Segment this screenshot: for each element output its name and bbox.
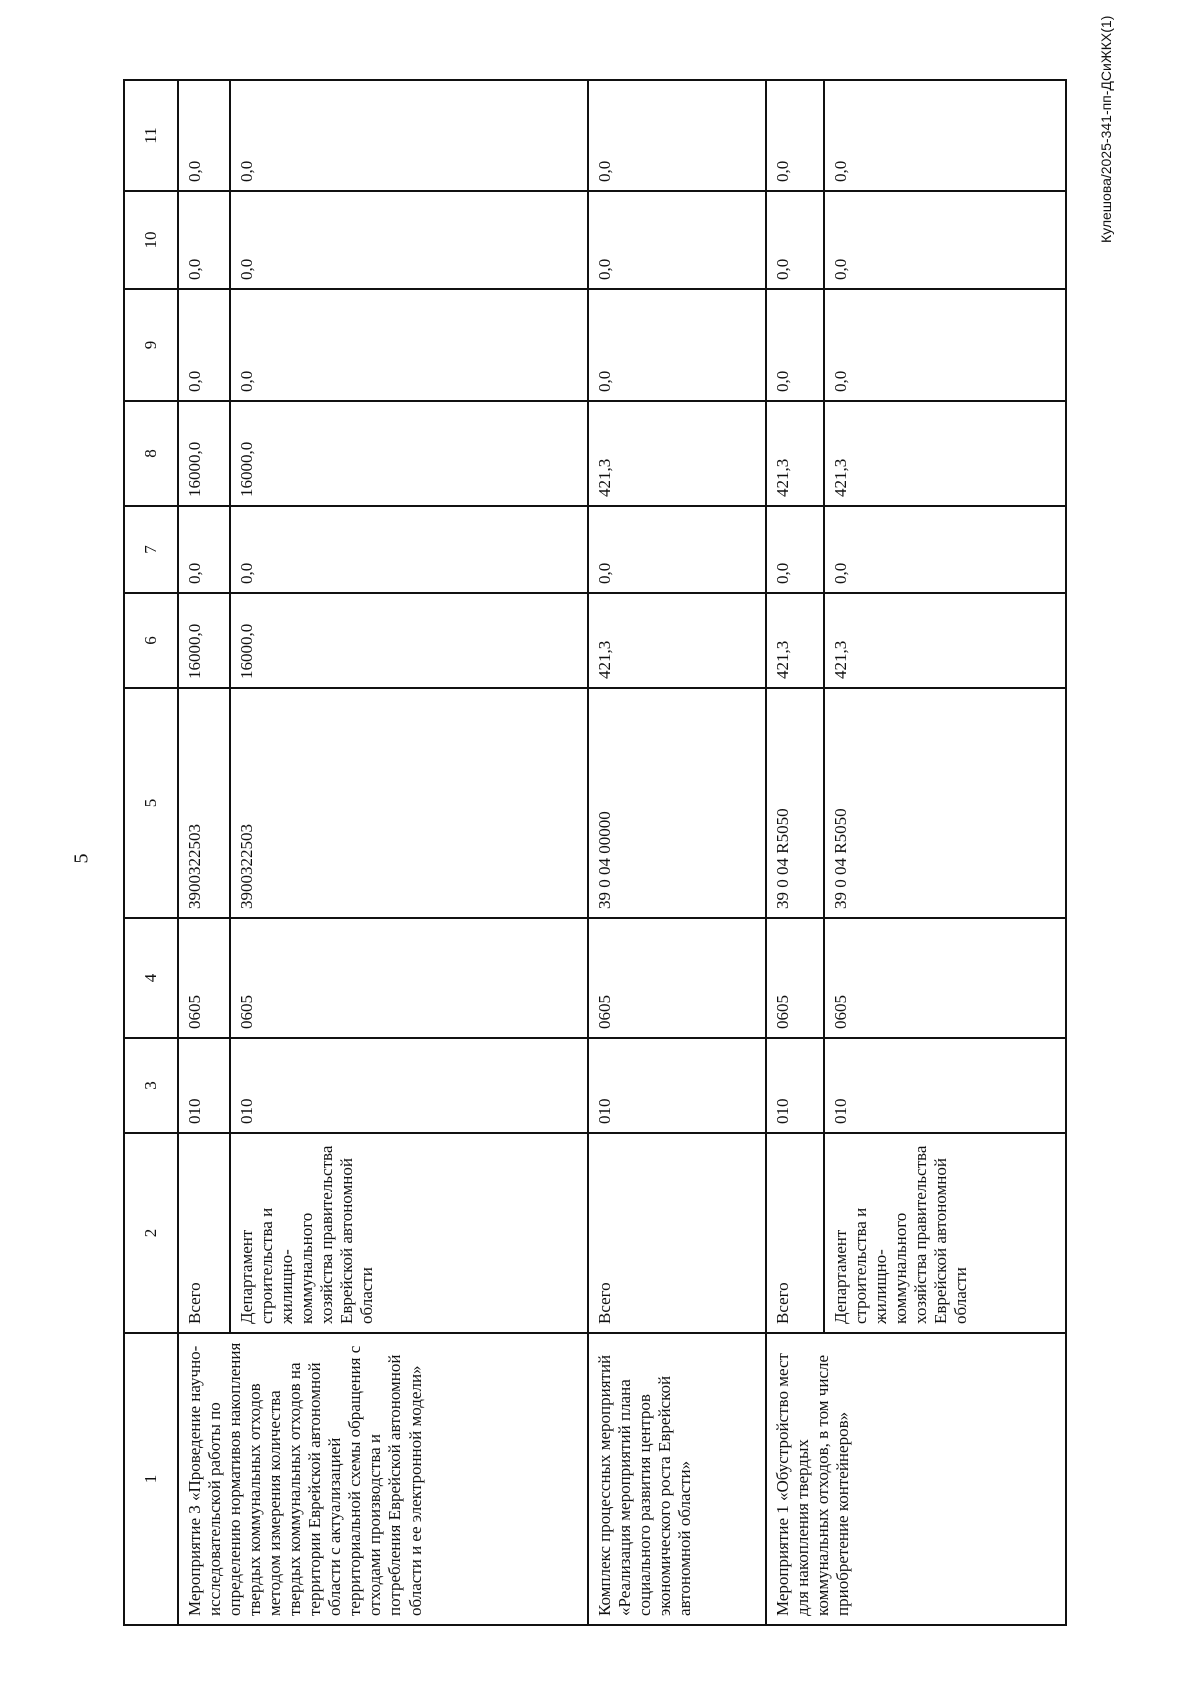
column-header: 5 bbox=[124, 688, 178, 918]
value-cell: 0,0 bbox=[824, 191, 1066, 289]
value-cell: 0,0 bbox=[230, 506, 588, 593]
column-header: 1 bbox=[124, 1333, 178, 1625]
value-cell: 0,0 bbox=[178, 80, 230, 191]
value-cell: 0,0 bbox=[588, 80, 766, 191]
column-header: 8 bbox=[124, 401, 178, 506]
value-cell: 010 bbox=[230, 1038, 588, 1133]
value-cell: 0605 bbox=[766, 918, 824, 1038]
column-header: 10 bbox=[124, 191, 178, 289]
column-header: 9 bbox=[124, 289, 178, 401]
event-name-cell: Мероприятие 3 «Проведение научно-исследовательской работы по определению нормативов накопления твердых коммунальных отходов методом измерения количества твердых коммунальных отходов на территории Еврейской автономной области с актуализацией территориальной схемы обращения с отходами производства и потребления Еврейской автономной области и ее электронной модели» bbox=[178, 1333, 588, 1625]
executor-cell: Всего bbox=[766, 1133, 824, 1333]
column-header: 3 bbox=[124, 1038, 178, 1133]
value-cell: 0605 bbox=[230, 918, 588, 1038]
value-cell: 0605 bbox=[178, 918, 230, 1038]
value-cell: 0,0 bbox=[766, 289, 824, 401]
value-cell: 0,0 bbox=[766, 506, 824, 593]
executor-cell: Всего bbox=[178, 1133, 230, 1333]
value-cell: 0,0 bbox=[230, 191, 588, 289]
value-cell: 0,0 bbox=[588, 506, 766, 593]
table-row bbox=[766, 80, 824, 1625]
table-row bbox=[588, 80, 766, 1625]
value-cell: 0,0 bbox=[178, 506, 230, 593]
executor-cell: Всего bbox=[588, 1133, 766, 1333]
value-cell: 010 bbox=[766, 1038, 824, 1133]
value-cell: 3900322503 bbox=[230, 688, 588, 918]
value-cell: 0,0 bbox=[766, 80, 824, 191]
value-cell: 421,3 bbox=[588, 593, 766, 688]
value-cell: 16000,0 bbox=[178, 593, 230, 688]
table-header-row bbox=[124, 80, 178, 1625]
executor-cell: Департамент строительства и жилищно-коммунального хозяйства правительства Еврейской автономной области bbox=[824, 1133, 1066, 1333]
value-cell: 421,3 bbox=[824, 593, 1066, 688]
value-cell: 16000,0 bbox=[230, 593, 588, 688]
column-header: 11 bbox=[124, 80, 178, 191]
value-cell: 421,3 bbox=[766, 401, 824, 506]
document-code: Кулешова/2025-341-пп-ДСиЖКХ(1) bbox=[1098, 15, 1114, 243]
table-row bbox=[178, 80, 230, 1625]
value-cell: 39 0 04 00000 bbox=[588, 688, 766, 918]
value-cell: 0,0 bbox=[766, 191, 824, 289]
value-cell: 39 0 04 R5050 bbox=[766, 688, 824, 918]
value-cell: 0605 bbox=[824, 918, 1066, 1038]
value-cell: 0,0 bbox=[588, 289, 766, 401]
page-number: 5 bbox=[70, 853, 93, 864]
column-header: 2 bbox=[124, 1133, 178, 1333]
event-name-cell: Комплекс процессных мероприятий «Реализация мероприятий плана социального развития центров экономического роста Еврейской автономной области» bbox=[588, 1333, 766, 1625]
value-cell: 0,0 bbox=[824, 506, 1066, 593]
column-header: 4 bbox=[124, 918, 178, 1038]
value-cell: 0,0 bbox=[588, 191, 766, 289]
budget-table bbox=[123, 79, 1067, 1626]
value-cell: 0,0 bbox=[230, 289, 588, 401]
value-cell: 0,0 bbox=[178, 289, 230, 401]
value-cell: 421,3 bbox=[588, 401, 766, 506]
value-cell: 421,3 bbox=[824, 401, 1066, 506]
column-header: 7 bbox=[124, 506, 178, 593]
table-rotated-wrapper bbox=[123, 81, 1051, 1626]
value-cell: 010 bbox=[824, 1038, 1066, 1133]
executor-cell: Департамент строительства и жилищно-коммунального хозяйства правительства Еврейской автономной области bbox=[230, 1133, 588, 1333]
value-cell: 0,0 bbox=[824, 289, 1066, 401]
value-cell: 421,3 bbox=[766, 593, 824, 688]
value-cell: 39 0 04 R5050 bbox=[824, 688, 1066, 918]
column-header: 6 bbox=[124, 593, 178, 688]
value-cell: 010 bbox=[178, 1038, 230, 1133]
value-cell: 0605 bbox=[588, 918, 766, 1038]
value-cell: 0,0 bbox=[230, 80, 588, 191]
value-cell: 16000,0 bbox=[230, 401, 588, 506]
value-cell: 16000,0 bbox=[178, 401, 230, 506]
value-cell: 0,0 bbox=[178, 191, 230, 289]
value-cell: 0,0 bbox=[824, 80, 1066, 191]
event-name-cell: Мероприятие 1 «Обустройство мест для накопления твердых коммунальных отходов, в том числе приобретение контейнеров» bbox=[766, 1333, 1066, 1625]
value-cell: 010 bbox=[588, 1038, 766, 1133]
value-cell: 3900322503 bbox=[178, 688, 230, 918]
